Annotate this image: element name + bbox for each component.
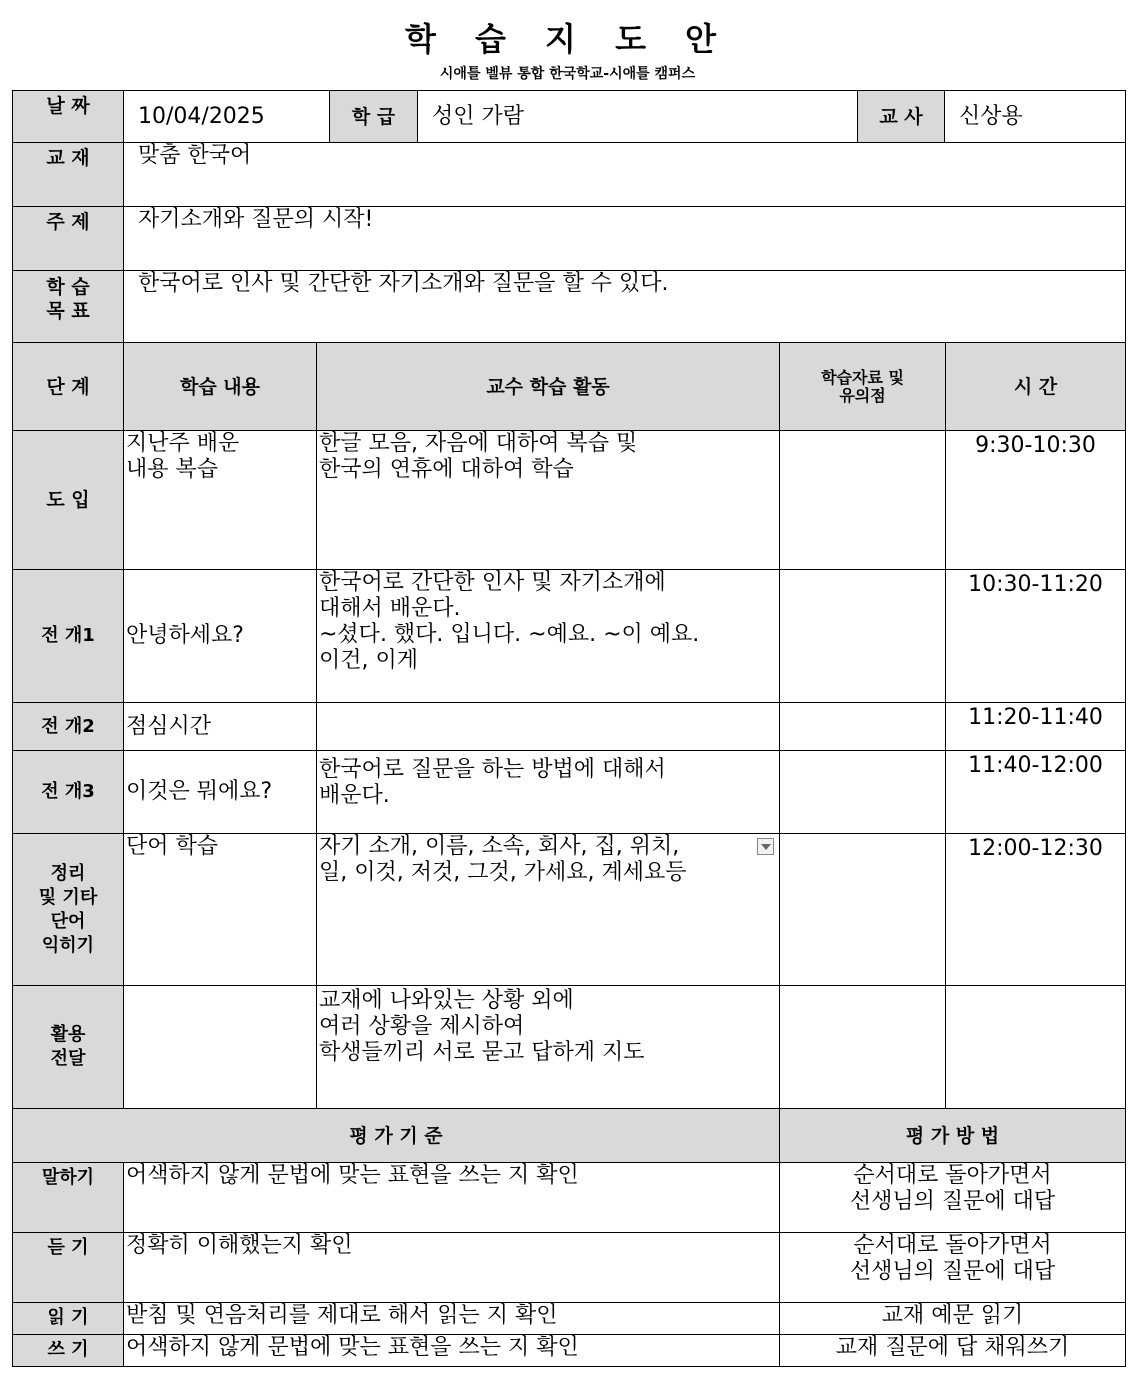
time-header: 시 간	[946, 343, 1126, 431]
stage-cell	[13, 986, 124, 1109]
activity-cell	[317, 986, 780, 1109]
activity-header: 교수 학습 활동	[317, 343, 780, 431]
date-value: 10/04/2025	[124, 91, 330, 143]
eval-label: 듣 기	[13, 1233, 124, 1303]
eval-criteria: 어색하지 않게 문법에 맞는 표현을 쓰는 지 확인	[124, 1335, 780, 1367]
materials-header	[780, 343, 946, 431]
content-cell	[124, 986, 317, 1109]
date-label: 날 짜	[13, 91, 124, 143]
lesson-plan-table	[12, 342, 1126, 1109]
content-header: 학습 내용	[124, 343, 317, 431]
objective-label-line: 학 습	[46, 276, 90, 298]
activity-cell	[317, 834, 780, 986]
stage-line: 및 기타	[38, 886, 98, 908]
stage-cell: 전 개3	[13, 751, 124, 834]
eval-criteria: 정확히 이해했는지 확인	[124, 1233, 780, 1303]
time-cell: 9:30-10:30	[946, 431, 1126, 570]
objective-label-line: 목 표	[46, 300, 90, 322]
class-value: 성인 가람	[418, 91, 858, 143]
topic-value: 자기소개와 질문의 시작!	[124, 207, 1126, 271]
content-cell: 안녕하세요?	[124, 570, 317, 703]
teacher-value: 신상용	[945, 91, 1126, 143]
time-cell	[946, 986, 1126, 1109]
stage-line: 전달	[50, 1048, 86, 1069]
eval-label: 말하기	[13, 1163, 124, 1233]
method-header: 평 가 방 법	[780, 1109, 1126, 1163]
school-name: 시애틀 벨뷰 통합 한국학교-시애틀 캠퍼스	[439, 66, 696, 82]
class-label: 학 급	[330, 91, 418, 143]
stage-cell	[13, 834, 124, 986]
eval-label: 쓰 기	[13, 1335, 124, 1367]
activity-line: 자기 소개, 이름, 소속, 회사, 집, 위치,	[319, 834, 680, 859]
materials-cell	[780, 751, 946, 834]
stage-cell: 전 개1	[13, 570, 124, 703]
criteria-header: 평 가 기 준	[13, 1109, 780, 1163]
activity-cell	[317, 431, 780, 570]
time-cell: 12:00-12:30	[946, 834, 1126, 986]
materials-cell	[780, 431, 946, 570]
activity-cell	[317, 703, 780, 751]
eval-method: 교재 질문에 답 채워쓰기	[780, 1335, 1126, 1367]
activity-line: ~셨다. 했다. 입니다. ~예요. ~이 예요.	[319, 622, 700, 647]
stage-line: 활용	[50, 1024, 86, 1045]
activity-line: 한글 모음, 자음에 대하여 복습 및	[319, 431, 638, 456]
content-cell: 단어 학습	[124, 834, 317, 986]
objective-label	[13, 271, 124, 343]
stage-line: 익히기	[41, 934, 95, 956]
stage-cell: 전 개2	[13, 703, 124, 751]
stage-line: 정리	[50, 862, 86, 884]
content-cell: 점심시간	[124, 703, 317, 751]
activity-line: 교재에 나와있는 상황 외에	[319, 988, 574, 1013]
content-line: 지난주 배운	[126, 431, 240, 456]
lesson-info-table	[12, 90, 1126, 343]
activity-line: 한국어로 간단한 인사 및 자기소개에	[319, 570, 666, 595]
time-cell: 10:30-11:20	[946, 570, 1126, 703]
activity-cell	[317, 751, 780, 834]
stage-cell: 도 입	[13, 431, 124, 570]
materials-header-line: 유의점	[839, 385, 886, 405]
eval-method	[780, 1233, 1126, 1303]
content-cell	[124, 431, 317, 570]
content-cell: 이것은 뭐에요?	[124, 751, 317, 834]
eval-criteria: 어색하지 않게 문법에 맞는 표현을 쓰는 지 확인	[124, 1163, 780, 1233]
stage-header: 단 계	[13, 343, 124, 431]
eval-method: 교재 예문 읽기	[780, 1303, 1126, 1335]
materials-cell	[780, 834, 946, 986]
time-cell: 11:20-11:40	[946, 703, 1126, 751]
eval-criteria: 받침 및 연음처리를 제대로 해서 읽는 지 확인	[124, 1303, 780, 1335]
activity-line: 한국어로 질문을 하는 방법에 대해서	[319, 757, 666, 782]
activity-line: 배운다.	[319, 783, 390, 808]
eval-method-line: 선생님의 질문에 대답	[849, 1189, 1056, 1214]
activity-line: 한국의 연휴에 대하여 학습	[319, 457, 574, 482]
dropdown-arrow-icon[interactable]	[757, 838, 774, 855]
activity-line: 이건, 이게	[319, 648, 418, 673]
textbook-value: 맞춤 한국어	[124, 143, 1126, 207]
textbook-label: 교 재	[13, 143, 124, 207]
materials-cell	[780, 703, 946, 751]
topic-label: 주 제	[13, 207, 124, 271]
activity-line: 일, 이것, 저것, 그것, 가세요, 계세요등	[319, 860, 687, 885]
eval-method-line: 순서대로 돌아가면서	[853, 1233, 1052, 1258]
activity-cell	[317, 570, 780, 703]
activity-line: 대해서 배운다.	[319, 596, 461, 621]
activity-line: 학생들끼리 서로 묻고 답하게 지도	[319, 1040, 645, 1065]
activity-line: 여러 상황을 제시하여	[319, 1014, 525, 1039]
eval-method-line: 선생님의 질문에 대답	[849, 1259, 1056, 1284]
materials-header-line: 학습자료 및	[821, 367, 904, 387]
teacher-label: 교 사	[858, 91, 945, 143]
materials-cell	[780, 986, 946, 1109]
eval-label: 읽 기	[13, 1303, 124, 1335]
evaluation-table	[12, 1108, 1126, 1367]
time-cell: 11:40-12:00	[946, 751, 1126, 834]
objective-value: 한국어로 인사 및 간단한 자기소개와 질문을 할 수 있다.	[124, 271, 1126, 343]
document-title: 학 습 지 도 안	[404, 20, 731, 58]
content-line: 내용 복습	[126, 457, 219, 482]
eval-method	[780, 1163, 1126, 1233]
stage-line: 단어	[50, 910, 86, 932]
materials-cell	[780, 570, 946, 703]
eval-method-line: 순서대로 돌아가면서	[853, 1163, 1052, 1188]
